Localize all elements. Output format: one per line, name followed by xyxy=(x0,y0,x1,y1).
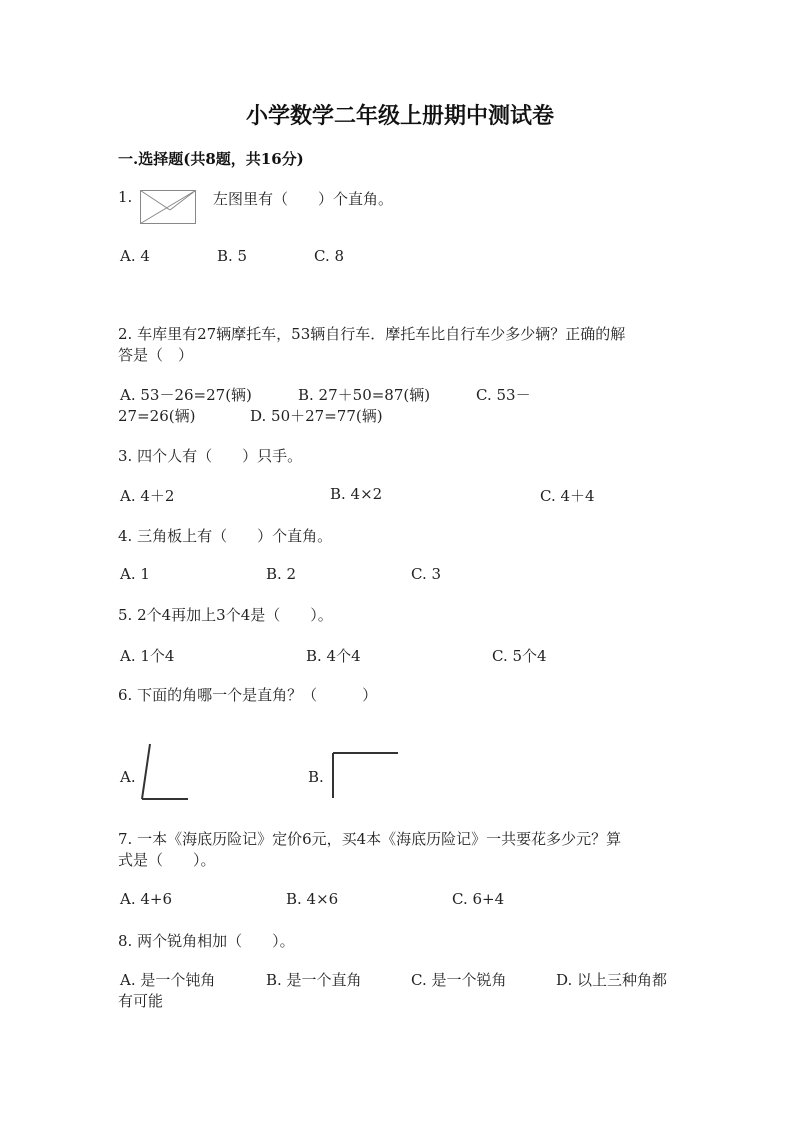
question-3-option-b[interactable]: B. 4×2 xyxy=(330,485,383,503)
question-6-right-angle-figure xyxy=(330,750,402,802)
question-4-option-a[interactable]: A. 1 xyxy=(120,565,150,583)
question-8-option-a[interactable]: A. 是一个钝角 xyxy=(120,971,216,989)
question-8-option-c[interactable]: C. 是一个锐角 xyxy=(411,971,507,989)
question-4-option-c[interactable]: C. 3 xyxy=(411,565,442,583)
question-7-text-line-2: 式是（ ）。 xyxy=(118,851,216,869)
question-6-text: 6. 下面的角哪一个是直角？（ ） xyxy=(118,686,378,704)
question-7-text-line-1: 7. 一本《海底历险记》定价6元，买4本《海底历险记》一共要花多少元？算 xyxy=(118,830,622,848)
question-5-text: 5. 2个4再加上3个4是（ ）。 xyxy=(118,606,333,624)
question-2-option-a[interactable]: A. 53－26=27(辆) xyxy=(120,386,252,404)
question-4-text: 4. 三角板上有（ ）个直角。 xyxy=(118,527,333,545)
question-7-option-a[interactable]: A. 4+6 xyxy=(120,890,173,908)
question-5-option-a[interactable]: A. 1个4 xyxy=(120,647,175,665)
question-3-option-c[interactable]: C. 4＋4 xyxy=(540,487,595,505)
question-1-rectangle-figure xyxy=(140,190,196,224)
question-1-option-a[interactable]: A. 4 xyxy=(120,247,150,265)
question-8-option-d[interactable]: D. 以上三种角都 xyxy=(556,971,668,989)
question-1-number: 1. xyxy=(118,188,133,206)
question-8-option-d-continued: 有可能 xyxy=(118,992,164,1010)
question-7-option-b[interactable]: B. 4×6 xyxy=(286,890,339,908)
question-2-option-b[interactable]: B. 27＋50=87(辆) xyxy=(298,386,431,404)
question-6-acute-angle-figure xyxy=(138,742,192,804)
question-6-option-a[interactable]: A. xyxy=(120,768,136,786)
question-5-option-b[interactable]: B. 4个4 xyxy=(306,647,361,665)
question-3-option-a[interactable]: A. 4＋2 xyxy=(120,487,175,505)
question-2-option-d[interactable]: D. 50＋27=77(辆) xyxy=(250,407,383,425)
question-7-option-c[interactable]: C. 6+4 xyxy=(452,890,505,908)
question-2-option-c[interactable]: C. 53－ xyxy=(476,386,531,404)
question-6-option-b[interactable]: B. xyxy=(308,768,324,786)
question-5-option-c[interactable]: C. 5个4 xyxy=(492,647,547,665)
page-title: 小学数学二年级上册期中测试卷 xyxy=(245,103,554,129)
question-3-text: 3. 四个人有（ ）只手。 xyxy=(118,447,303,465)
question-2-option-c-continued: 27=26(辆) xyxy=(118,407,196,425)
section-heading: 一.选择题(共8题，共16分) xyxy=(118,150,304,168)
question-2-text-line-1: 2. 车库里有27辆摩托车，53辆自行车．摩托车比自行车少多少辆？正确的解 xyxy=(118,325,626,343)
question-1-option-b[interactable]: B. 5 xyxy=(217,247,248,265)
question-4-option-b[interactable]: B. 2 xyxy=(266,565,297,583)
question-8-option-b[interactable]: B. 是一个直角 xyxy=(266,971,362,989)
question-2-text-line-2: 答是（ ） xyxy=(118,346,194,364)
question-1-text: 左图里有（ ）个直角。 xyxy=(213,190,394,208)
question-8-text: 8. 两个锐角相加（ ）。 xyxy=(118,932,295,950)
question-1-option-c[interactable]: C. 8 xyxy=(314,247,345,265)
